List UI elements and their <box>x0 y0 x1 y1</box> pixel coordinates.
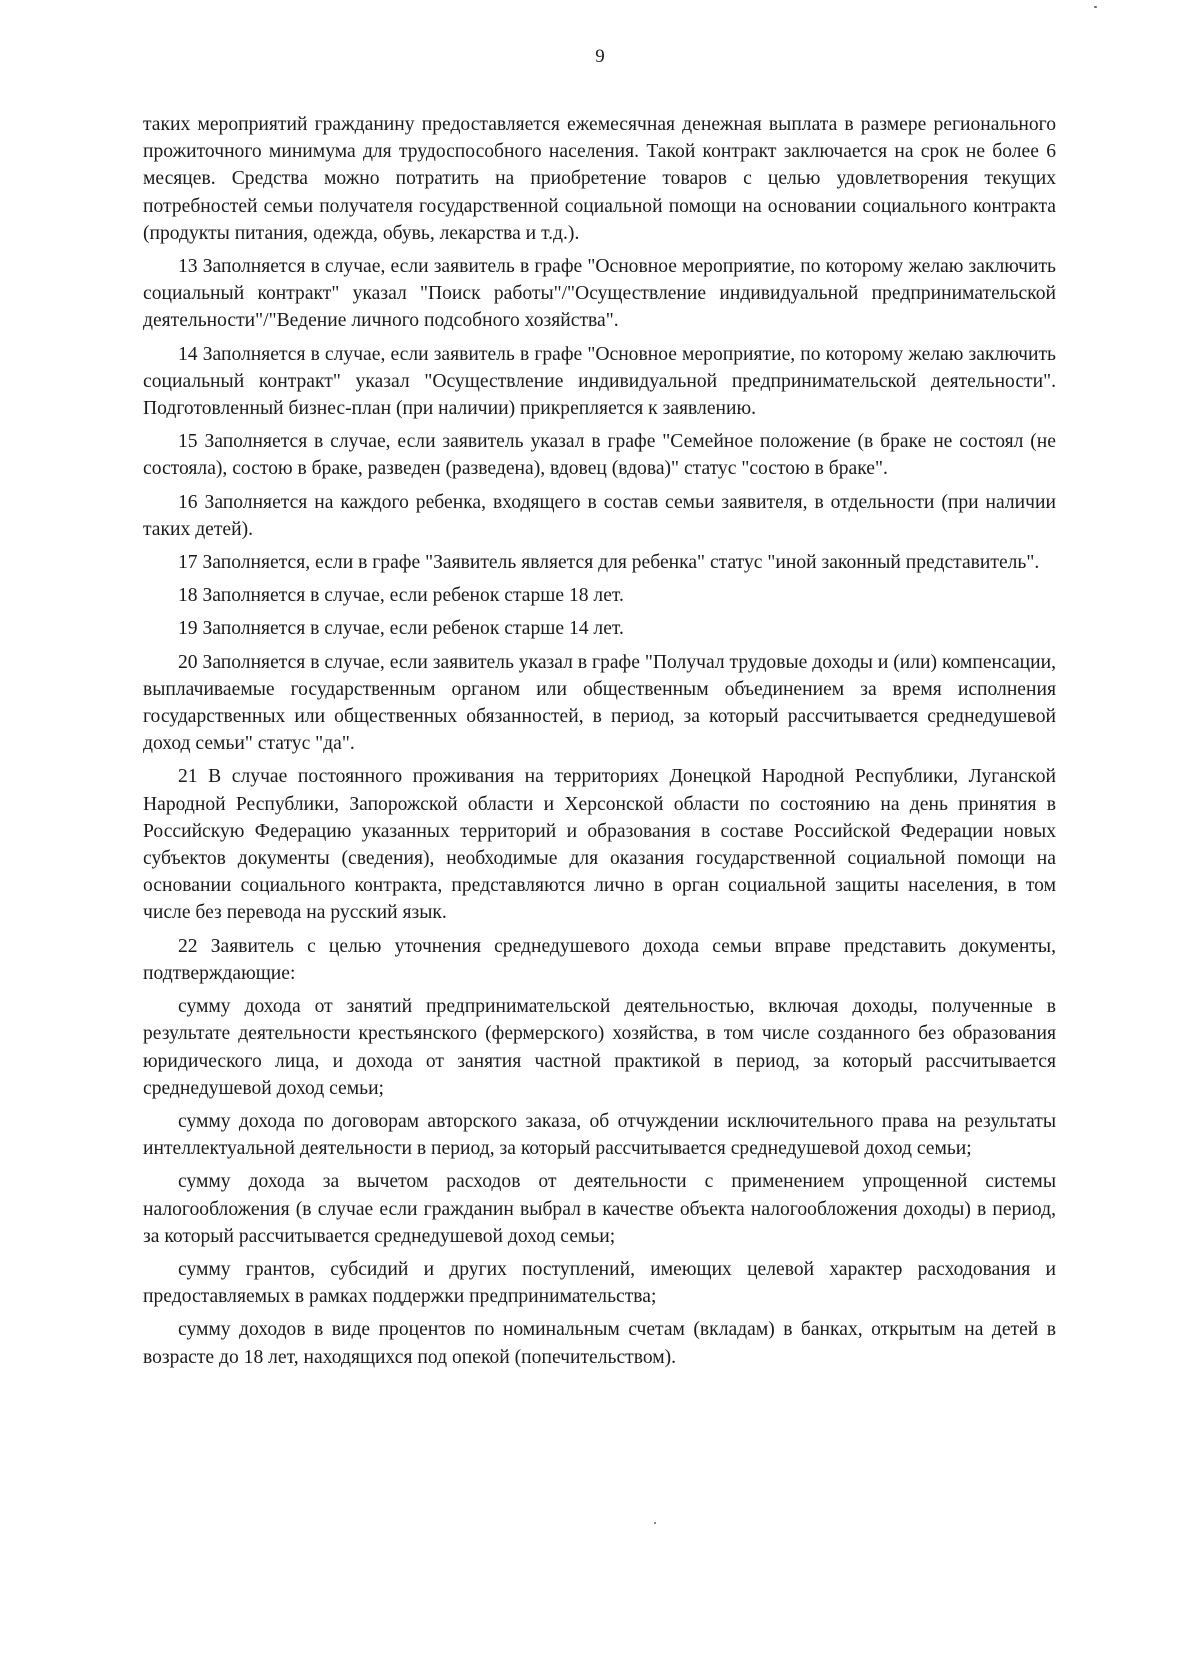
list-item: сумму дохода по договорам авторского заказа, об отчуждении исключительного права на результаты интеллектуальной деятельности в период, за который рассчитывается среднедушевой доход семьи; <box>143 1110 1056 1160</box>
scan-speck <box>654 1522 656 1524</box>
footnote-13: 13 Заполняется в случае, если заявитель в графе "Основное мероприятие, по которому желаю заключить социальный контракт" указал "Поиск работы"/"Осуществление индивидуальной предпринимательской деятельности"/"Ведение личного подсобного хозяйства". <box>143 256 1056 332</box>
list-item: сумму грантов, субсидий и других поступлений, имеющих целевой характер расходования и предоставляемых в рамках поддержки предпринимательства; <box>143 1258 1056 1308</box>
footnote-21: 21 В случае постоянного проживания на территориях Донецкой Народной Республики, Луганской Народной Республики, Запорожской области и Херсонской области по состоянию на день принятия в Российскую Федерацию указанных территорий и образования в составе Российской Федерации новых субъектов документы (сведения), необходимые для оказания государственной социальной помощи на основании социального контракта, представляются лично в орган социальной защиты населения, в том числе без перевода на русский язык. <box>143 766 1056 924</box>
footnote-15: 15 Заполняется в случае, если заявитель указал в графе "Семейное положение (в браке не состоял (не состояла), состою в браке, разведен (разведена), вдовец (вдова)" статус "состою в браке". <box>143 431 1056 480</box>
paragraph-continuation: таких мероприятий гражданину предоставляется ежемесячная денежная выплата в размере регионального прожиточного минимума для трудоспособного населения. Такой контракт заключается на срок не более 6 месяцев. Средства можно потратить на приобретение товаров с целью удовлетворения текущих потребностей семьи получателя государственной социальной помощи на основании социального контракта (продукты питания, одежда, обувь, лекарства и т.д.). <box>143 114 1056 244</box>
footnote-17: 17 Заполняется, если в графе "Заявитель является для ребенка" статус "иной законный представитель". <box>178 552 1040 574</box>
footnote-18: 18 Заполняется в случае, если ребенок старше 18 лет. <box>178 585 624 607</box>
footnote-16: 16 Заполняется на каждого ребенка, входящего в состав семьи заявителя, в отдельности (при наличии таких детей). <box>143 491 1056 540</box>
page-number: 9 <box>595 46 605 67</box>
footnote-20: 20 Заполняется в случае, если заявитель указал в графе "Получал трудовые доходы и (или) компенсации, выплачиваемые государственным органом или общественным объединением за время исполнения государственных или общественных обязанностей, в период, за который рассчитывается среднедушевой доход семьи" статус "да". <box>143 651 1056 755</box>
list-item: сумму дохода от занятий предпринимательской деятельностью, включая доходы, полученные в результате деятельности крестьянского (фермерского) хозяйства, в том числе созданного без образования юридического лица, и дохода от занятия частной практикой в период, за который рассчитывается среднедушевой доход семьи; <box>143 996 1056 1099</box>
scan-speck <box>1094 6 1097 8</box>
document-body <box>143 111 1056 1377</box>
list-item: сумму доходов в виде процентов по номинальным счетам (вкладам) в банках, открытым на детей в возрасте до 18 лет, находящихся под опекой (попечительством). <box>143 1319 1056 1368</box>
list-item: сумму дохода за вычетом расходов от деятельности с применением упрощенной системы налогообложения (в случае если гражданин выбрал в качестве объекта налогообложения доходы) в период, за который рассчитывается среднедушевой доход семьи; <box>143 1171 1056 1247</box>
footnote-14: 14 Заполняется в случае, если заявитель в графе "Основное мероприятие, по которому желаю заключить социальный контракт" указал "Осуществление индивидуальной предпринимательской деятельности". Подготовленный бизнес-план (при наличии) прикрепляется к заявлению. <box>143 343 1056 420</box>
footnote-19: 19 Заполняется в случае, если ребенок старше 14 лет. <box>178 618 624 640</box>
footnote-22: 22 Заявитель с целью уточнения среднедушевого дохода семьи вправе представить документы, подтверждающие: <box>143 935 1056 984</box>
